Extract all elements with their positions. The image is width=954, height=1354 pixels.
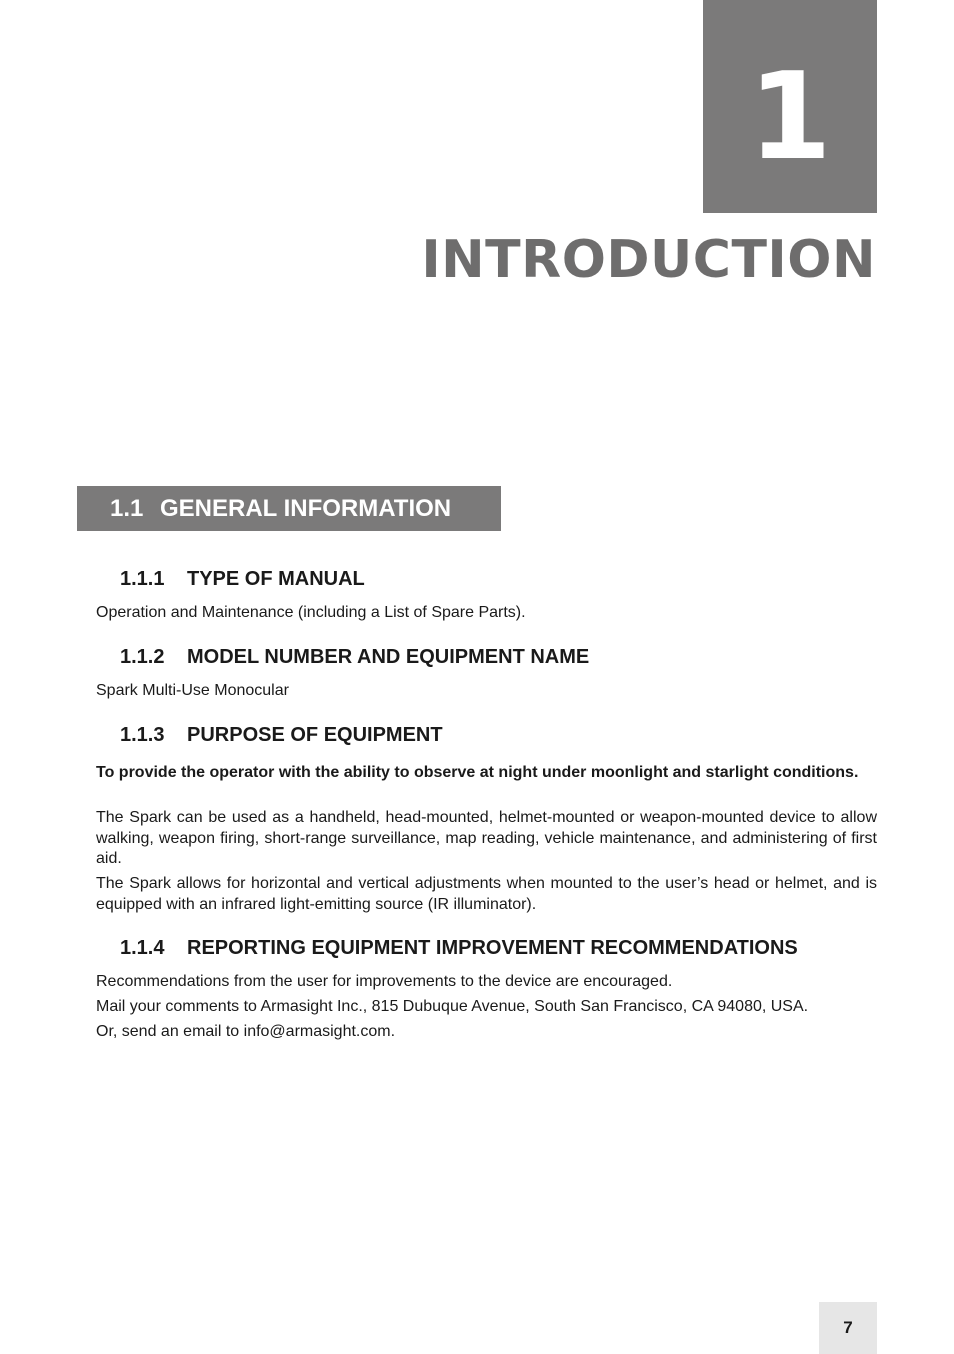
subsection-number: 1.1.3	[120, 724, 165, 746]
subsection-number: 1.1.1	[120, 568, 165, 590]
paragraph: Spark Multi-Use Monocular	[96, 682, 289, 699]
subsection-title: TYPE OF MANUAL	[187, 568, 365, 590]
chapter-number-box	[703, 0, 877, 213]
subsection-number: 1.1.4	[120, 937, 165, 959]
section-title: GENERAL INFORMATION	[160, 494, 452, 522]
page-number	[819, 1302, 877, 1354]
subsection-heading-type-of-manual	[120, 568, 365, 591]
subsection-title: REPORTING EQUIPMENT IMPROVEMENT RECOMMENDATIONS	[187, 937, 798, 959]
chapter-title: INTRODUCTION	[421, 230, 876, 290]
paragraph: Recommendations from the user for improvements to the device are encouraged.	[96, 973, 673, 990]
paragraph: The Spark allows for horizontal and vertical adjustments when mounted to the user’s head or helmet, and is equipped with an infrared light-emitting source (IR illuminator).	[96, 875, 877, 913]
paragraph-bold: To provide the operator with the ability to observe at night under moonlight and starlight conditions.	[96, 764, 859, 781]
paragraph: Mail your comments to Armasight Inc., 815 Dubuque Avenue, South San Francisco, CA 94080, USA.	[96, 998, 809, 1015]
subsection-heading-model-number	[120, 646, 589, 669]
section-number: 1.1	[110, 494, 144, 522]
paragraph: Or, send an email to info@armasight.com.	[96, 1023, 396, 1040]
subsection-heading-purpose	[120, 724, 443, 747]
subsection-heading-reporting	[120, 937, 798, 960]
chapter-number: 1	[748, 47, 832, 187]
subsection-title: MODEL NUMBER AND EQUIPMENT NAME	[187, 646, 590, 668]
paragraph: Operation and Maintenance (including a List of Spare Parts).	[96, 604, 526, 621]
section-header-bar	[77, 486, 501, 531]
page-number-text: 7	[843, 1318, 853, 1337]
subsection-title: PURPOSE OF EQUIPMENT	[187, 724, 443, 746]
paragraph: The Spark can be used as a handheld, head-mounted, helmet-mounted or weapon-mounted device to allow walking, weapon firing, short-range surveillance, map reading, vehicle maintenance, and administering of first aid.	[96, 809, 877, 867]
subsection-number: 1.1.2	[120, 646, 165, 668]
